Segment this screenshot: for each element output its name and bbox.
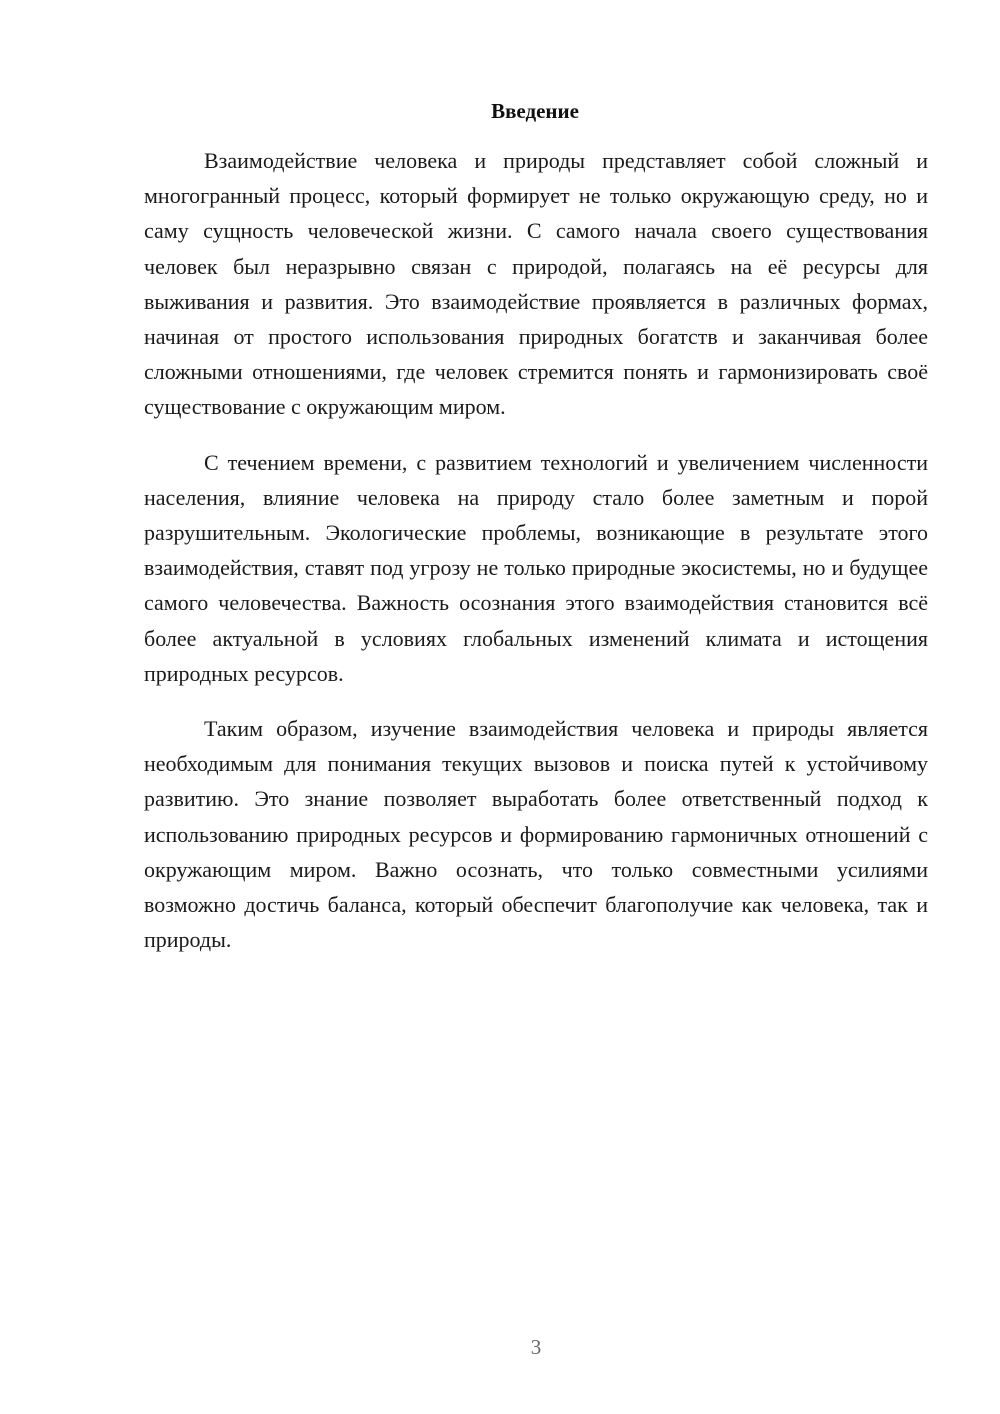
paragraph-2: С течением времени, с развитием технологий и увеличением численности населения, влияние человека на природу стало более заметным и порой разрушительным. Экологические проблемы, возникающие в результате этого взаимодействия, ставят под угрозу не только природные экосистемы, но и будущее самого человечества. Важность осознания этого взаимодействия становится всё более актуальной в условиях глобальных изменений климата и истощения природных ресурсов. [144,449,928,686]
body-text [144,143,928,957]
paragraph-3: Таким образом, изучение взаимодействия человека и природы является необходимым для понимания текущих вызовов и поиска путей к устойчивому развитию. Это знание позволяет выработать более ответственный подход к использованию природных ресурсов и формированию гармоничных отношений с окружающим миром. Важно осознать, что только совместными усилиями возможно достичь баланса, который обеспечит благополучие как человека, так и природы. [144,716,928,953]
paragraph-1: Взаимодействие человека и природы представляет собой сложный и многогранный процесс, который формирует не только окружающую среду, но и саму сущность человеческой жизни. С самого начала своего существования человек был неразрывно связан с природой, полагаясь на её ресурсы для выживания и развития. Это взаимодействие проявляется в различных формах, начиная от простого использования природных богатств и заканчивая более сложными отношениями, где человек стремится понять и гармонизировать своё существование с окружающим миром. [144,148,928,420]
page-number: 3 [530,1335,542,1359]
page-title: Введение [491,99,579,123]
